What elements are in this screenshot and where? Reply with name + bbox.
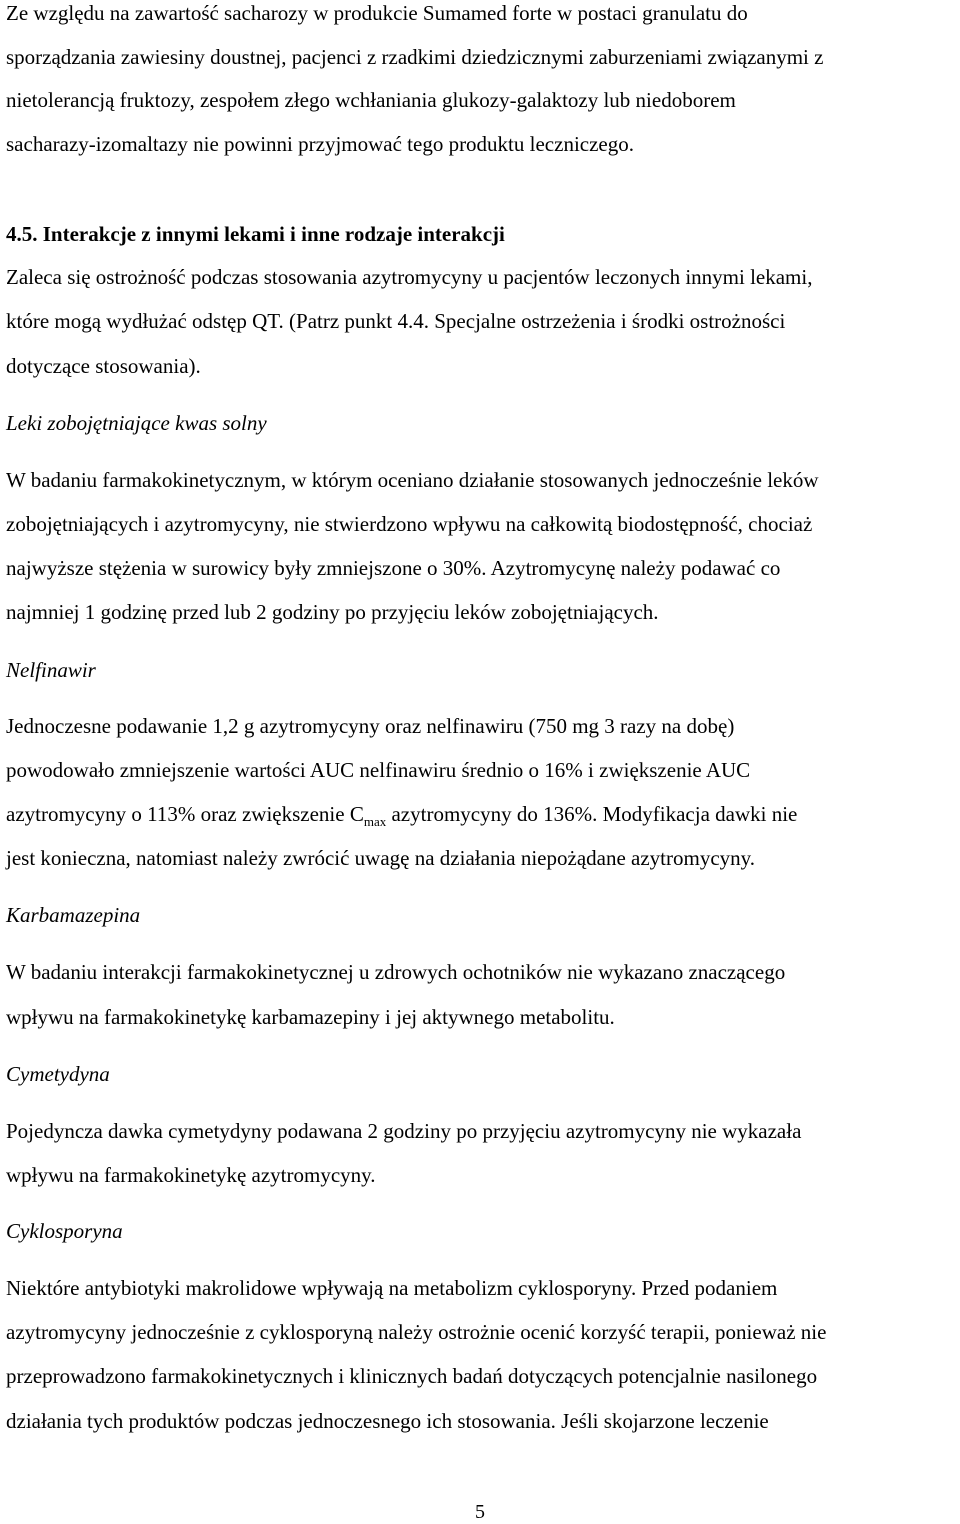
text-line: dotyczące stosowania). <box>6 354 201 378</box>
subheading-cyclosporine: Cyklosporyna <box>6 1219 123 1243</box>
text-line: wpływu na farmakokinetykę azytromycyny. <box>6 1163 376 1187</box>
text-line: Niektóre antybiotyki makrolidowe wpływają na metabolizm cyklosporyny. Przed podaniem <box>6 1276 778 1300</box>
subheading-carbamazepine: Karbamazepina <box>6 903 141 927</box>
text-line: W badaniu farmakokinetycznym, w którym oceniano działanie stosowanych jednocześnie leków <box>6 468 819 492</box>
text-line: przeprowadzono farmakokinetycznych i klinicznych badań dotyczących potencjalnie nasilonego <box>6 1364 818 1388</box>
section-heading: 4.5. Interakcje z innymi lekami i inne rodzaje interakcji <box>6 222 505 246</box>
text-line: nietolerancją fruktozy, zespołem złego wchłaniania glukozy-galaktozy lub niedoborem <box>6 88 736 112</box>
text-line: wpływu na farmakokinetykę karbamazepiny i jej aktywnego metabolitu. <box>6 1005 615 1029</box>
text-line: Ze względu na zawartość sacharozy w produkcie Sumamed forte w postaci granulatu do <box>6 1 748 25</box>
text-line: jest konieczna, natomiast należy zwrócić uwagę na działania niepożądane azytromycyny. <box>6 846 756 870</box>
text-line: zobojętniających i azytromycyny, nie stwierdzono wpływu na całkowitą biodostępność, chociaż <box>6 512 813 536</box>
text-line: Zaleca się ostrożność podczas stosowania azytromycyny u pacjentów leczonych innymi lekami, <box>6 265 813 289</box>
text-line: W badaniu interakcji farmakokinetycznej u zdrowych ochotników nie wykazano znaczącego <box>6 960 786 984</box>
subheading-cimetidine: Cymetydyna <box>6 1062 110 1086</box>
text-line: najmniej 1 godzinę przed lub 2 godziny po przyjęciu leków zobojętniających. <box>6 600 659 624</box>
text-line: które mogą wydłużać odstęp QT. (Patrz punkt 4.4. Specjalne ostrzeżenia i środki ostrożności <box>6 309 786 333</box>
text-line: Pojedyncza dawka cymetydyny podawana 2 godziny po przyjęciu azytromycyny nie wykazała <box>6 1119 802 1143</box>
text-line-with-subscript <box>6 802 797 829</box>
subheading-antacids: Leki zobojętniające kwas solny <box>6 411 267 435</box>
text-line: Jednoczesne podawanie 1,2 g azytromycyny oraz nelfinawiru (750 mg 3 razy na dobę) <box>6 714 735 738</box>
subheading-nelfinavir: Nelfinawir <box>6 658 96 682</box>
text-segment: azytromycyny do 136%. Modyfikacja dawki nie <box>386 802 798 826</box>
text-line: najwyższe stężenia w surowicy były zmniejszone o 30%. Azytromycynę należy podawać co <box>6 556 781 580</box>
text-line: powodowało zmniejszenie wartości AUC nelfinawiru średnio o 16% i zwiększenie AUC <box>6 758 751 782</box>
text-line: sacharazy-izomaltazy nie powinni przyjmować tego produktu leczniczego. <box>6 132 634 156</box>
text-segment: azytromycyny o 113% oraz zwiększenie C <box>6 802 364 826</box>
text-line: azytromycyny jednocześnie z cyklosporyną należy ostrożnie ocenić korzyść terapii, ponieważ nie <box>6 1320 827 1344</box>
text-line: działania tych produktów podczas jednoczesnego ich stosowania. Jeśli skojarzone leczenie <box>6 1409 769 1433</box>
subscript-max: max <box>363 814 387 829</box>
text-line: sporządzania zawiesiny doustnej, pacjenci z rzadkimi dziedzicznymi zaburzeniami związanymi z <box>6 45 824 69</box>
page-number: 5 <box>475 1501 485 1523</box>
